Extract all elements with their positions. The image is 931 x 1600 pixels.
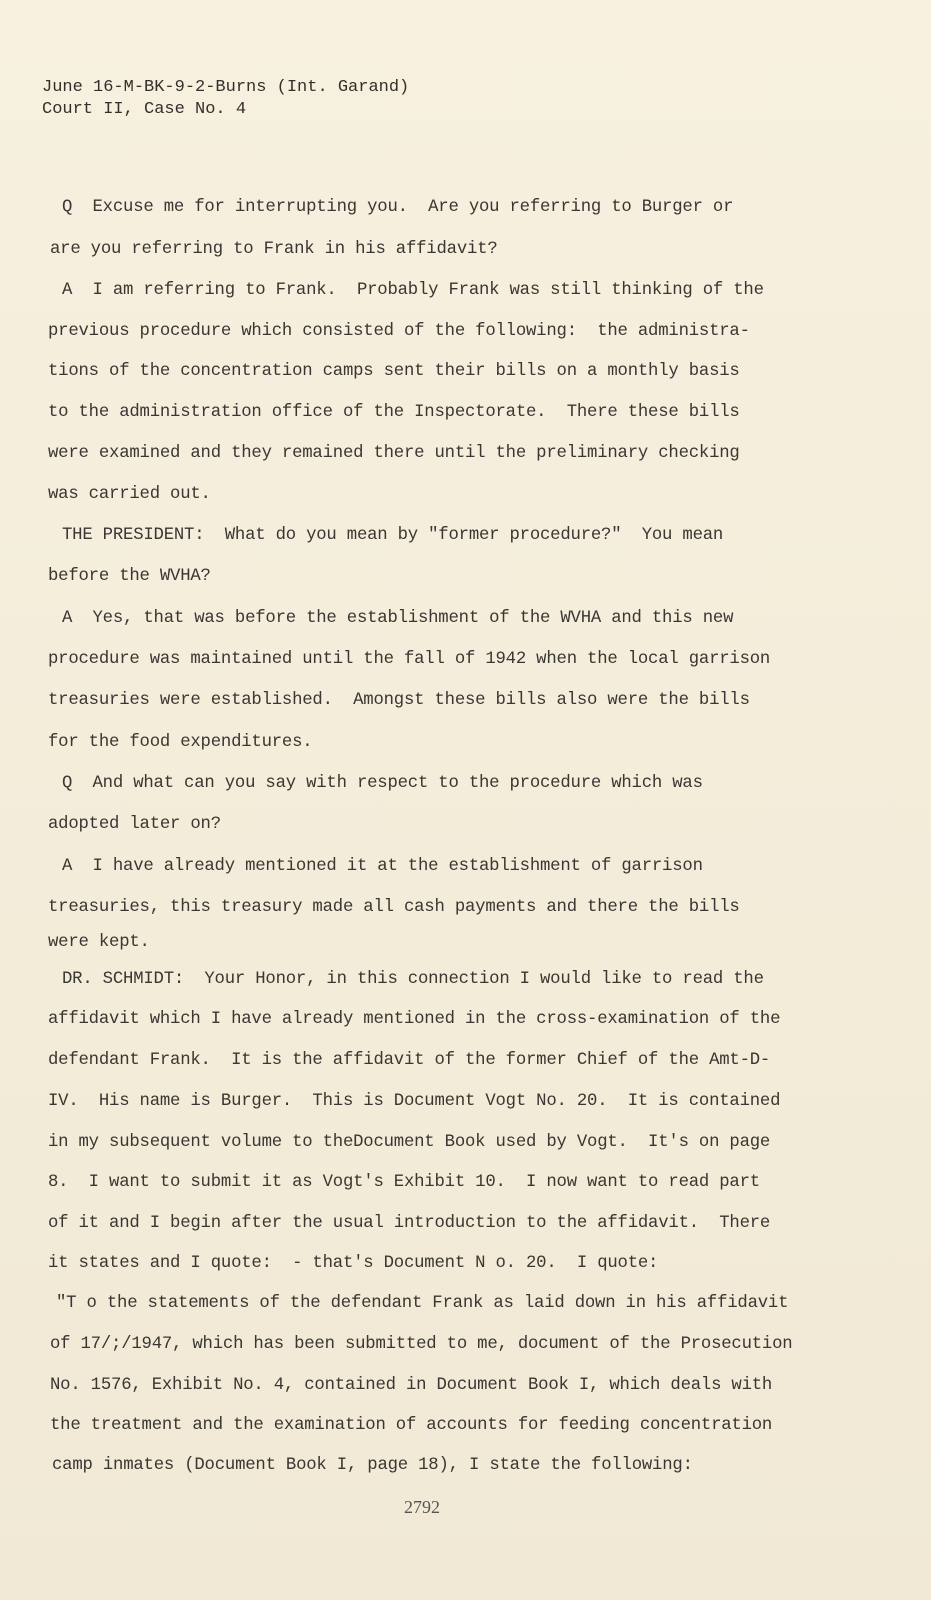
transcript-line: 8. I want to submit it as Vogt's Exhibit 10. I now want to read part	[48, 1173, 760, 1192]
page-number: 2792	[404, 1497, 440, 1517]
transcript-line: are you referring to Frank in his affidavit?	[50, 240, 498, 259]
transcript-line: previous procedure which consisted of the following: the administra-	[48, 322, 750, 341]
transcript-line: Q And what can you say with respect to the procedure which was	[62, 774, 703, 793]
transcript-line: "T o the statements of the defendant Frank as laid down in his affidavit	[56, 1294, 789, 1313]
transcript-line: A I have already mentioned it at the establishment of garrison	[62, 857, 703, 876]
transcript-line: before the WVHA?	[48, 567, 211, 586]
transcript-line: No. 1576, Exhibit No. 4, contained in Document Book I, which deals with	[50, 1376, 773, 1395]
transcript-line: it states and I quote: - that's Document N o. 20. I quote:	[48, 1254, 659, 1273]
transcript-line: was carried out.	[48, 485, 211, 504]
transcript-line: THE PRESIDENT: What do you mean by "former procedure?" You mean	[62, 526, 724, 545]
transcript-line: treasuries, this treasury made all cash payments and there the bills	[48, 898, 740, 917]
transcript-line: to the administration office of the Inspectorate. There these bills	[48, 403, 740, 422]
transcript-line: of it and I begin after the usual introduction to the affidavit. There	[48, 1214, 771, 1233]
transcript-line: were examined and they remained there until the preliminary checking	[48, 444, 740, 463]
transcript-line: the treatment and the examination of accounts for feeding concentration	[50, 1416, 773, 1435]
transcript-line: in my subsequent volume to theDocument Book used by Vogt. It's on page	[48, 1133, 771, 1152]
transcript-line: procedure was maintained until the fall of 1942 when the local garrison	[48, 650, 771, 669]
transcript-line: were kept.	[48, 933, 150, 952]
transcript-line: adopted later on?	[48, 815, 221, 834]
header-line-1: June 16-M-BK-9-2-Burns (Int. Garand)	[42, 78, 410, 97]
transcript-line: tions of the concentration camps sent their bills on a monthly basis	[48, 362, 740, 381]
transcript-line: Q Excuse me for interrupting you. Are you referring to Burger or	[62, 198, 734, 217]
transcript-line: A Yes, that was before the establishment of the WVHA and this new	[62, 609, 734, 628]
transcript-line: treasuries were established. Amongst these bills also were the bills	[48, 691, 750, 710]
transcript-line: IV. His name is Burger. This is Document Vogt No. 20. It is contained	[48, 1092, 781, 1111]
transcript-line: DR. SCHMIDT: Your Honor, in this connection I would like to read the	[62, 970, 764, 989]
transcript-line: camp inmates (Document Book I, page 18), I state the following:	[52, 1456, 693, 1475]
transcript-line: affidavit which I have already mentioned in the cross-examination of the	[48, 1010, 781, 1029]
transcript-line: defendant Frank. It is the affidavit of the former Chief of the Amt-D-	[48, 1051, 771, 1070]
transcript-line: of 17/;/1947, which has been submitted to me, document of the Prosecution	[50, 1335, 793, 1354]
transcript-line: A I am referring to Frank. Probably Frank was still thinking of the	[62, 281, 764, 300]
transcript-line: for the food expenditures.	[48, 733, 313, 752]
header-line-2: Court II, Case No. 4	[42, 100, 247, 119]
